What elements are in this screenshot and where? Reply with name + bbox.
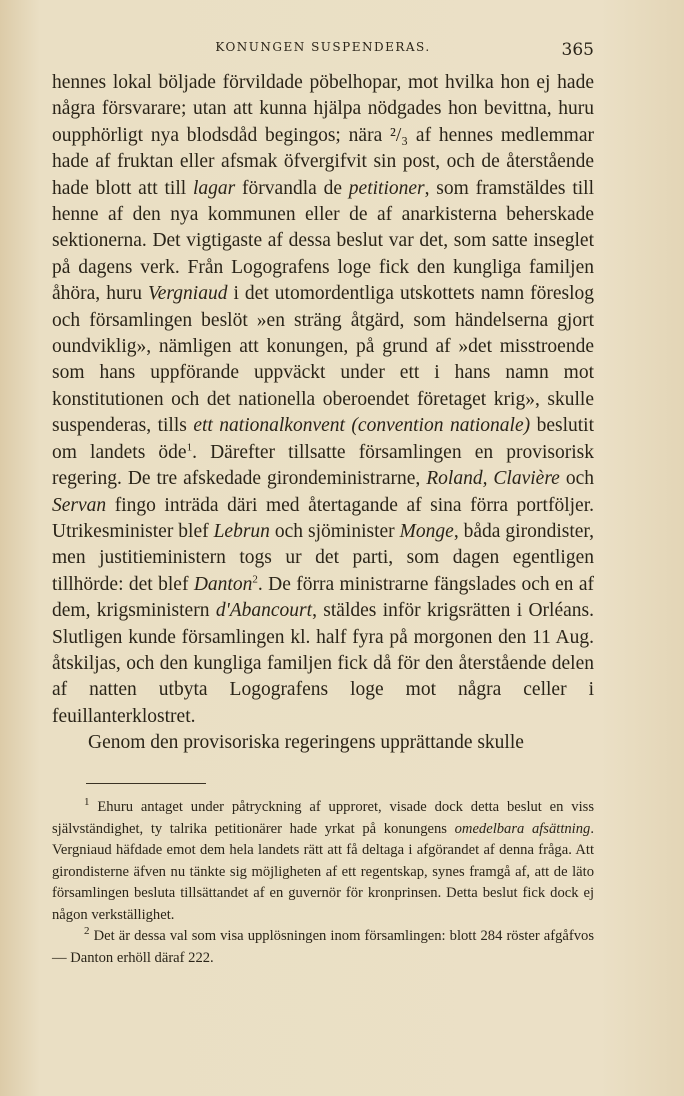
italic-term: omedelbara afsättning <box>454 820 591 837</box>
footnote-marker: 2 <box>84 925 90 938</box>
italic-term: lagar <box>192 177 236 199</box>
text-run: beslutit om landets öde <box>52 415 595 463</box>
text-run: . De förra ministrarne fängslades och en af dem, krigsministern <box>52 573 594 622</box>
paragraph-2: Genom den provisoriska regeringens upprättande skulle <box>88 732 524 754</box>
footnote-2 <box>52 926 594 969</box>
text-run: hennes lokal böljade förvildade pöbelhopar, mot hvilka hon ej hade några försvarare; utan att kunna hjälpa nödgades hon bevittna, huru oupphörligt nya blodsdåd begingos; nära <box>52 72 594 146</box>
text-run: , stäldes inför krigsrätten i Orléans. Slutligen kunde församlingen kl. half fyra på morgonen den 11 Aug. åtskiljas, och den kungliga familjen fick då för den återstående delen af natten utbyta Logografens loge mot några celler i feuillanterklostret. <box>52 600 594 727</box>
italic-name: Danton <box>193 573 253 595</box>
fraction: ²/₃ <box>390 124 409 146</box>
footnote-marker: 1 <box>84 796 90 809</box>
italic-name: Monge <box>399 520 454 542</box>
footnote-ref-1[interactable]: 1 <box>186 441 193 454</box>
italic-name: Vergniaud <box>148 283 228 305</box>
italic-name: d'Abancourt <box>215 600 313 622</box>
text-run: och <box>559 468 594 490</box>
footnote-1 <box>52 797 594 926</box>
text-run: Ehuru antaget under påtryckning af upproret, visade dock detta beslut en viss självständighet, ty talrika petitionärer hade yrkat på konungens <box>52 799 594 837</box>
main-text <box>52 70 594 757</box>
footnote-ref-2[interactable]: 2 <box>252 573 258 586</box>
page-number: 365 <box>561 40 594 60</box>
text-run: Det är dessa val som visa upplösningen inom församlingen: blott 284 röster afgåfvos — Danton erhöll däraf 222. <box>52 928 594 966</box>
italic-term: ett nationalkonvent (convention nationale) <box>193 415 531 437</box>
text-run: förvandla de <box>235 177 349 199</box>
italic-term: petitioner <box>348 177 425 199</box>
text-run: fingo inträda däri med återtagande af sina förra portföljer. Utrikesminister blef <box>52 494 594 542</box>
text-run: i det utomordentliga utskottets namn föreslog och församlingen beslöt »en sträng åtgärd, som händelserna gjort oundviklig», nämligen att konungen, på grund af »det misstroende som hans uppförande uppväckt under ett i hans namn mot konstitutionen och det nationella oberoendet företaget krig», skulle suspenderas, tills <box>52 283 594 437</box>
paragraph-1 <box>52 70 594 730</box>
text-run: , som framstäldes till henne af den nya kommunen eller de af anarkisterna beherskade sektionerna. Det vigtigaste af dessa beslut var det, som satte inseglet på dagens verk. Från Logografens loge fick den kungliga familjen åhöra, huru <box>52 177 594 305</box>
text-run: . Vergniaud häfdade emot dem hela landets rätt att få deltaga i afgörandet af denna fråga. Att girondisterne äfven nu tänkte sig möjligheten af ett regentskap, synes framgå af, att de läto församlingen besluta tillsättandet af en guvernör för kronprinsen. Detta beslut fick dock ej någon verkställighet. <box>52 820 594 923</box>
running-head <box>52 40 594 60</box>
text-run: och sjöminister <box>269 520 400 542</box>
text-run: , båda girondister, men justitieministern togs ur det parti, som dagen egentligen tillhörde: det blef <box>52 520 595 595</box>
italic-name: Servan <box>52 494 107 516</box>
running-title: KONUNGEN SUSPENDERAS. <box>215 40 431 54</box>
italic-name: Roland, Clavière <box>426 468 560 490</box>
footnote-divider <box>86 783 206 784</box>
footnotes <box>52 797 594 969</box>
text-run: . Därefter tillsatte församlingen en provisorisk regering. De tre afskedade girondeministrarne, <box>52 441 594 490</box>
italic-name: Lebrun <box>213 520 270 542</box>
text-run: af hennes medlemmar hade af fruktan eller afsmak öfvergifvit sin post, och de återstående hade blott att till <box>52 124 594 199</box>
